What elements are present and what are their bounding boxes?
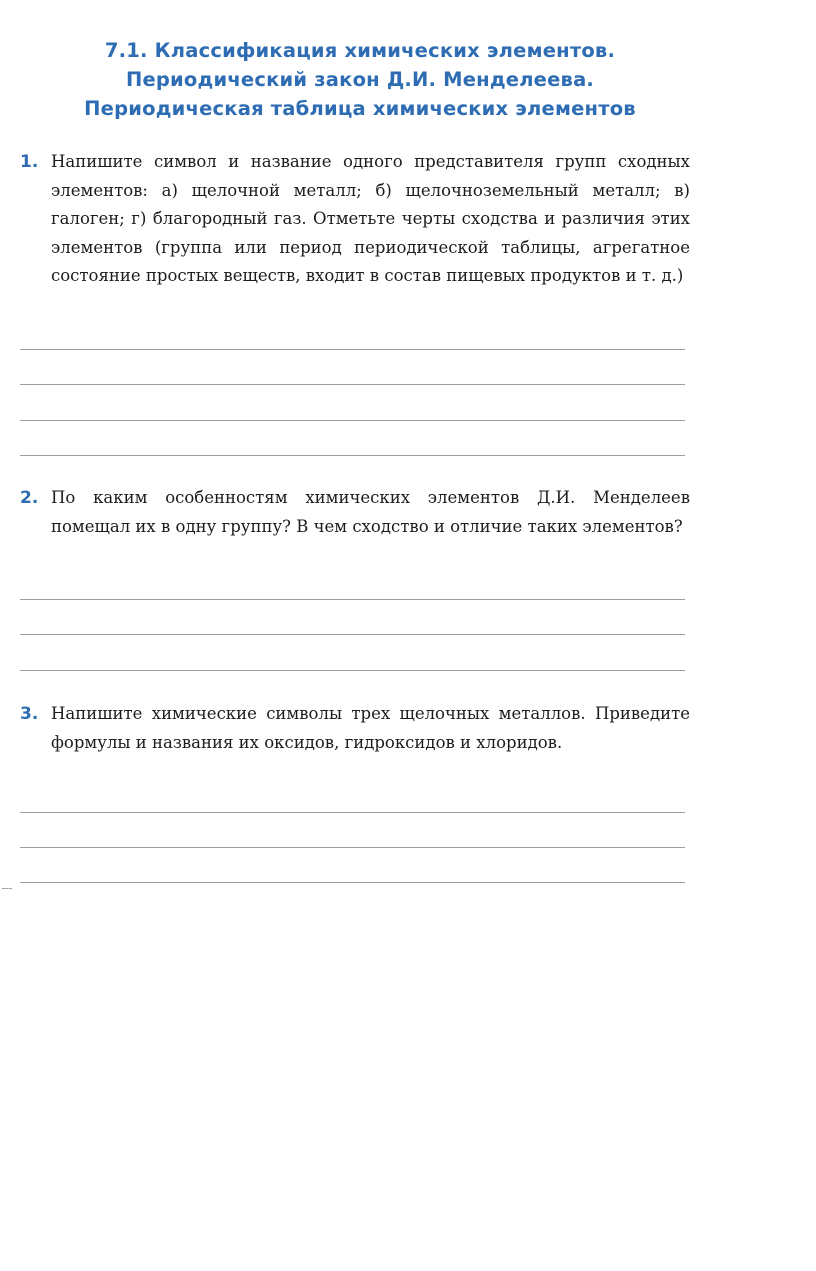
question-2 [20,484,690,541]
question-text: Напишите символ и название одного представителя групп сходных элементов: а) щелочной металл; б) щелочноземельный металл; в) галоген; г) благородный газ. Отметьте черты сходства и различия этих элементов (группа или период периодической таблицы, агрегатное состояние простых веществ, входит в состав пищевых продуктов и т. д.) [51,152,690,286]
answer-line-1-1[interactable] [20,349,685,350]
title-line-3: Периодическая таблица химических элементов [84,97,636,120]
question-number: 3. [20,704,39,724]
answer-line-2-2[interactable] [20,634,685,635]
answer-line-3-2[interactable] [20,847,685,848]
question-3 [20,700,690,757]
question-text: Напишите химические символы трех щелочных металлов. Приведите формулы и названия их оксидов, гидроксидов и хлоридов. [51,704,690,752]
answer-line-1-4[interactable] [20,455,685,456]
question-1 [20,148,690,291]
title-line-1: 7.1. Классификация химических элементов. [104,39,616,62]
question-text: По каким особенностям химических элементов Д.И. Менделеев помещал их в одну группу? В чем сходство и отличие таких элементов? [51,488,690,536]
question-number: 2. [20,488,39,508]
scan-mark [2,888,12,889]
question-number: 1. [20,152,39,172]
answer-line-1-2[interactable] [20,384,685,385]
answer-line-1-3[interactable] [20,420,685,421]
title-line-2: Периодический закон Д.И. Менделеева. [125,68,595,91]
answer-line-2-1[interactable] [20,599,685,600]
answer-line-3-3[interactable] [20,882,685,883]
answer-line-3-1[interactable] [20,812,685,813]
page-title [60,36,660,123]
answer-line-2-3[interactable] [20,670,685,671]
